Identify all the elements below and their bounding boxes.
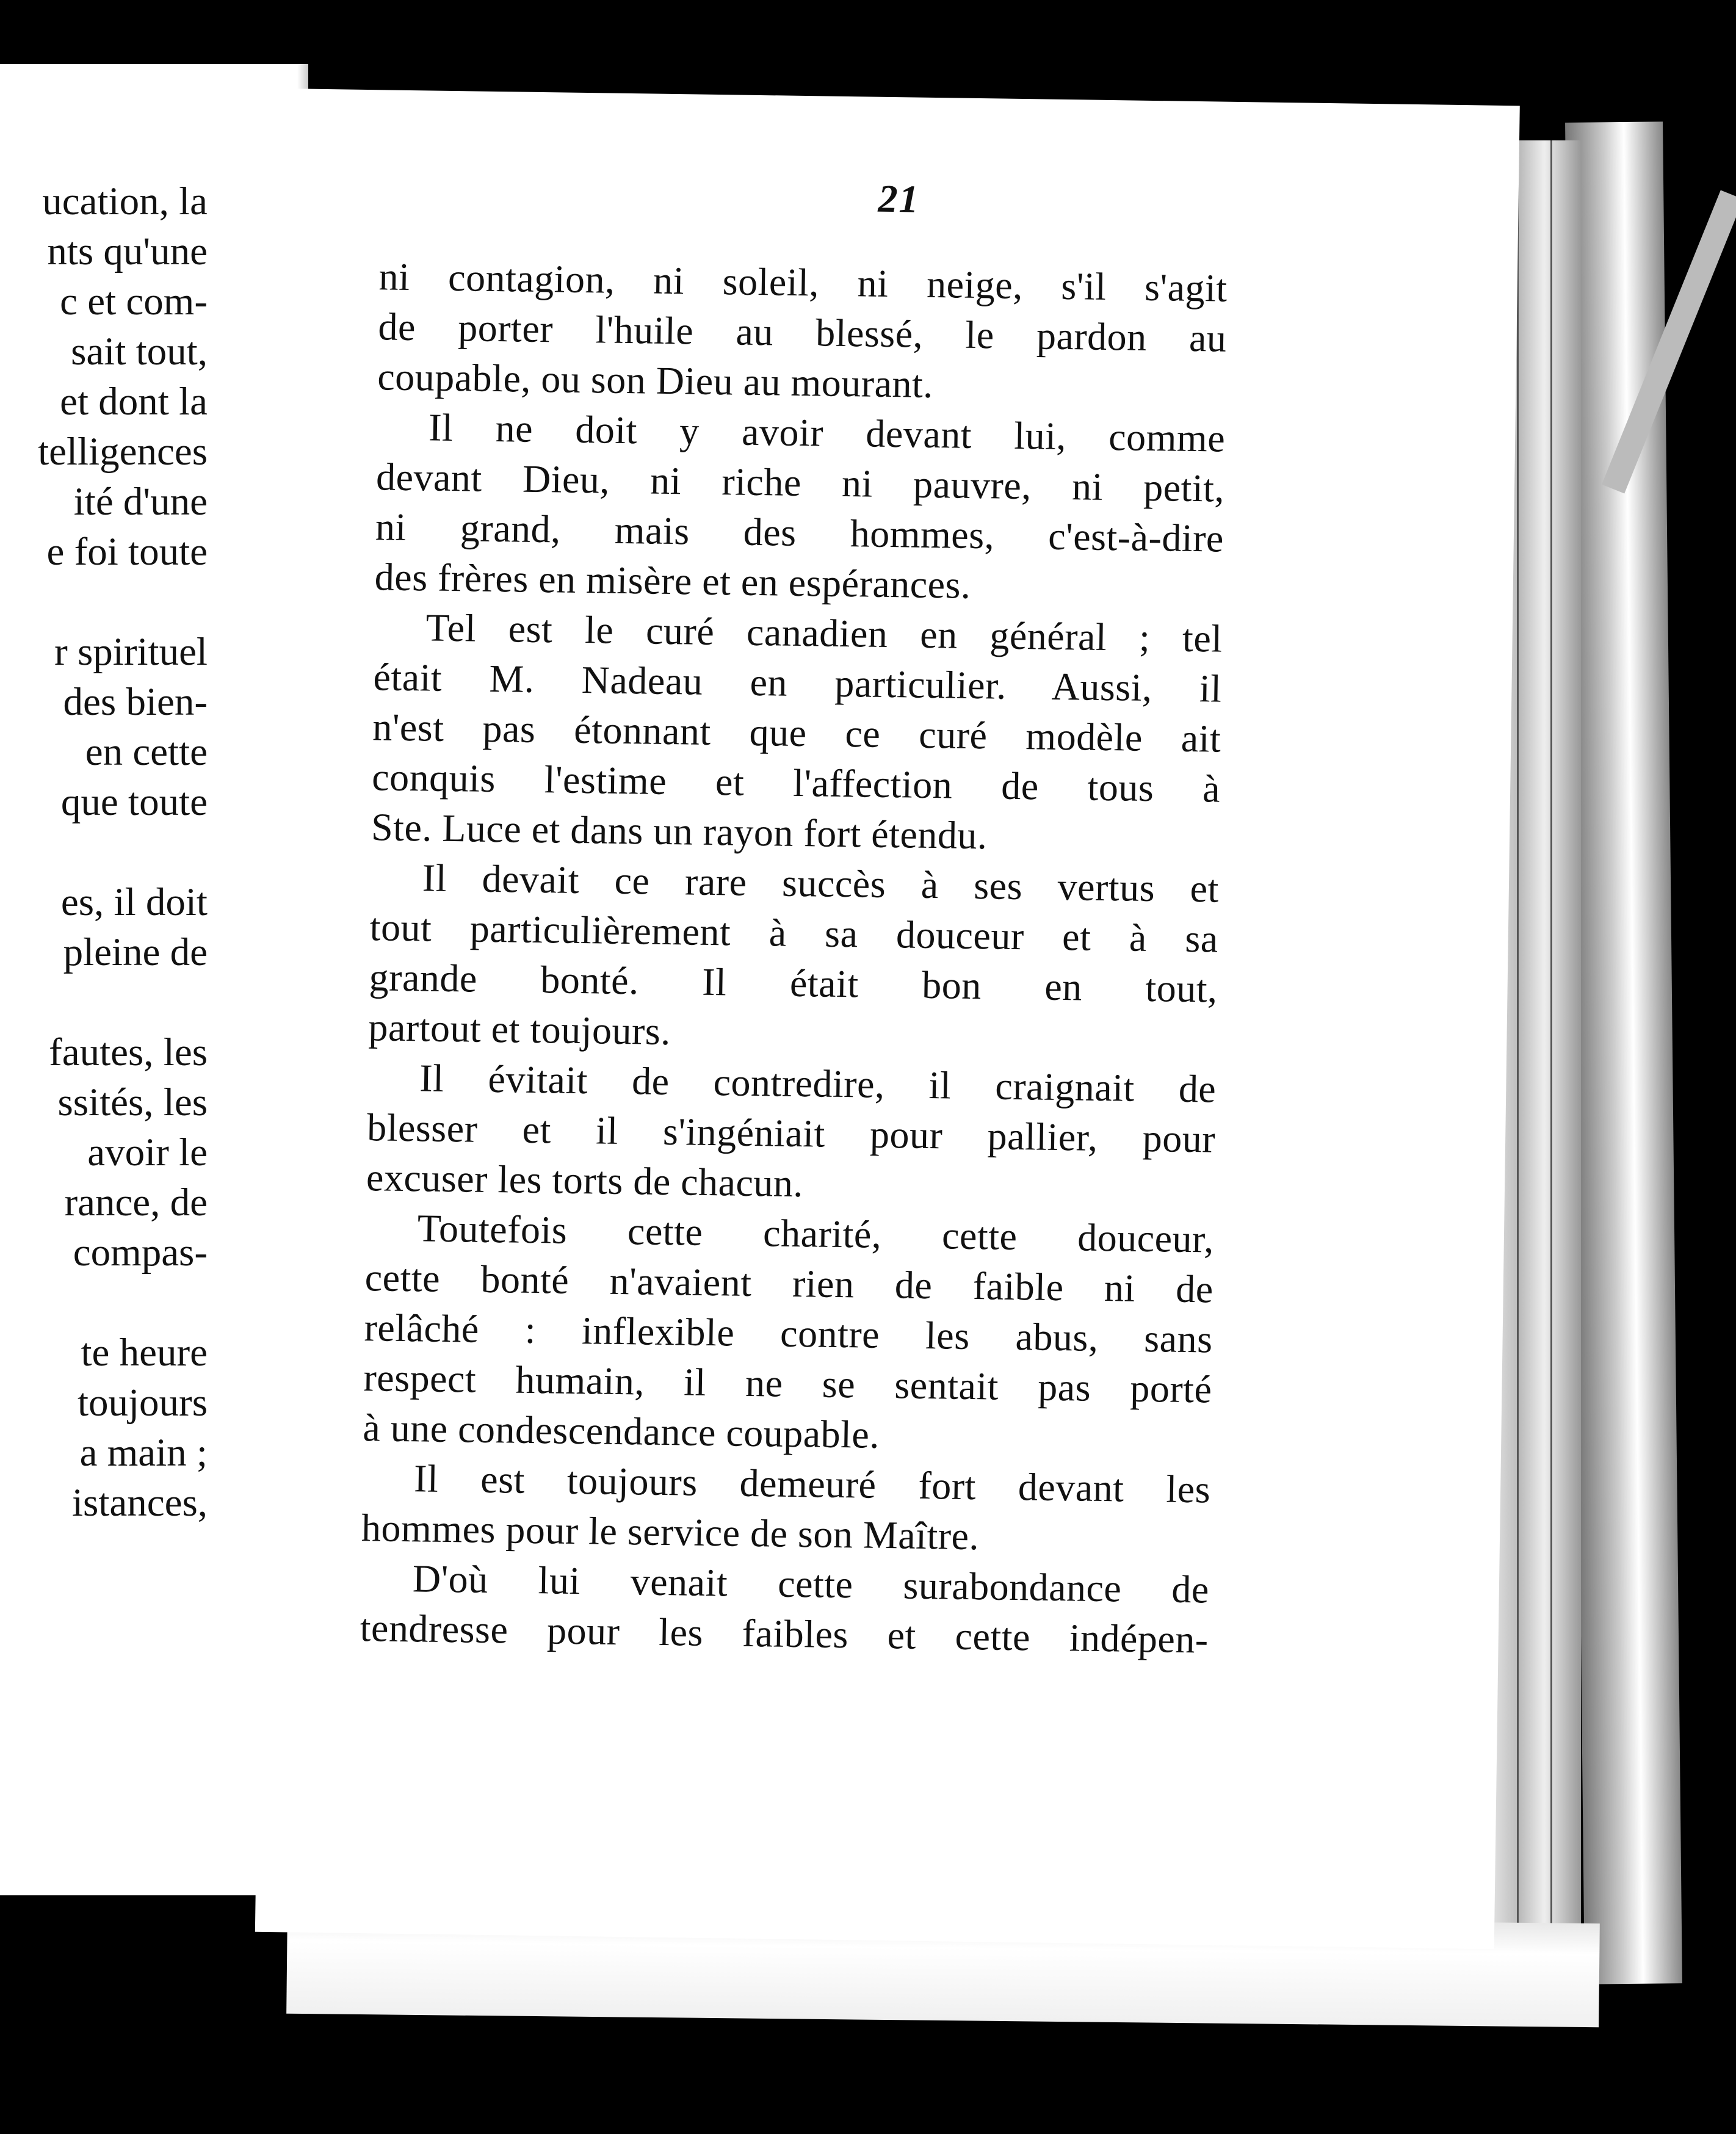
text-line: Toutefois cette charité, cette douceur, bbox=[417, 1206, 1215, 1261]
text-line: grande bonté. Il était bon en tout, bbox=[369, 955, 1218, 1011]
text-line: hommes pour le service de son Maître. bbox=[361, 1506, 980, 1558]
text-line: ni grand, mais des hommes, c'est-à-dire bbox=[375, 505, 1224, 560]
text-line: cette bonté n'avaient rien de faible ni de bbox=[364, 1256, 1214, 1311]
left-page-line: es, il doit bbox=[60, 880, 208, 924]
left-page-line: ité d'une bbox=[73, 480, 208, 524]
text-line: coupable, ou son Dieu au mourant. bbox=[377, 355, 934, 406]
left-page-line: r spirituel bbox=[54, 630, 208, 674]
left-page-line: fautes, les bbox=[49, 1030, 208, 1074]
text-line: Il ne doit y avoir devant lui, comme bbox=[428, 405, 1226, 460]
text-line: à une condescendance coupable. bbox=[362, 1406, 880, 1456]
left-page-line: ucation, la bbox=[42, 179, 208, 223]
text-line: respect humain, il ne se sentait pas porté bbox=[363, 1356, 1212, 1411]
text-line: Ste. Luce et dans un rayon fort étendu. bbox=[371, 805, 988, 858]
left-page-line: c et com- bbox=[60, 280, 208, 324]
left-page-line: ssités, les bbox=[57, 1080, 208, 1124]
left-page-line: sait tout, bbox=[71, 330, 208, 374]
text-line: blesser et il s'ingéniait pour pallier, pour bbox=[366, 1105, 1216, 1161]
left-page-line: te heure bbox=[81, 1331, 208, 1375]
text-line: tendresse pour les faibles et cette indépen- bbox=[360, 1606, 1209, 1662]
left-page-line: nts qu'une bbox=[47, 230, 208, 273]
left-page-line: a main ; bbox=[79, 1431, 208, 1475]
left-page-line: avoir le bbox=[87, 1130, 208, 1174]
left-page-line: des bien- bbox=[63, 680, 208, 724]
text-line: conquis l'estime et l'affection de tous à bbox=[371, 755, 1221, 811]
left-page-line: telligences bbox=[38, 430, 208, 474]
text-line: était M. Nadeau en particulier. Aussi, il bbox=[373, 655, 1222, 711]
page-number: 21 bbox=[878, 176, 920, 221]
book-cover-edge bbox=[1565, 121, 1682, 1984]
left-page-line: et dont la bbox=[60, 380, 208, 424]
body-text bbox=[360, 251, 1228, 1665]
left-page-line: istances, bbox=[71, 1481, 208, 1525]
left-page-line: compas- bbox=[73, 1231, 208, 1275]
page-edge-line bbox=[1550, 140, 1552, 1947]
text-line: des frères en misère et en espérances. bbox=[374, 555, 971, 607]
left-page-line: que toute bbox=[60, 780, 208, 824]
text-line: ni contagion, ni soleil, ni neige, s'il s'agit bbox=[378, 255, 1228, 310]
page-edge-line bbox=[1517, 140, 1519, 1947]
text-line: Il est toujours demeuré fort devant les bbox=[413, 1456, 1211, 1511]
text-line: de porter l'huile au blessé, le pardon au bbox=[378, 305, 1227, 360]
left-page-line: toujours bbox=[77, 1381, 208, 1425]
right-page bbox=[255, 89, 1520, 1949]
text-line: excuser les torts de chacun. bbox=[366, 1156, 804, 1206]
text-line: devant Dieu, ni riche ni pauvre, ni petit, bbox=[375, 455, 1225, 510]
text-line: tout particulièrement à sa douceur et à sa bbox=[369, 905, 1219, 961]
left-page-line: e foi toute bbox=[46, 530, 208, 574]
text-line: Il évitait de contredire, il craignait de bbox=[419, 1056, 1217, 1111]
left-page-line: pleine de bbox=[63, 930, 208, 974]
text-line: Il devait ce rare succès à ses vertus et bbox=[422, 856, 1220, 911]
text-line: n'est pas étonnant que ce curé modèle ait bbox=[372, 705, 1221, 761]
text-line: partout et toujours. bbox=[368, 1005, 671, 1054]
left-page-line: rance, de bbox=[64, 1181, 208, 1224]
text-line: D'où lui venait cette surabondance de bbox=[412, 1557, 1210, 1611]
text-line: relâché : inflexible contre les abus, sans bbox=[364, 1306, 1213, 1361]
text-line: Tel est le curé canadien en général ; tel bbox=[425, 606, 1223, 660]
left-page-line: en cette bbox=[85, 730, 208, 774]
